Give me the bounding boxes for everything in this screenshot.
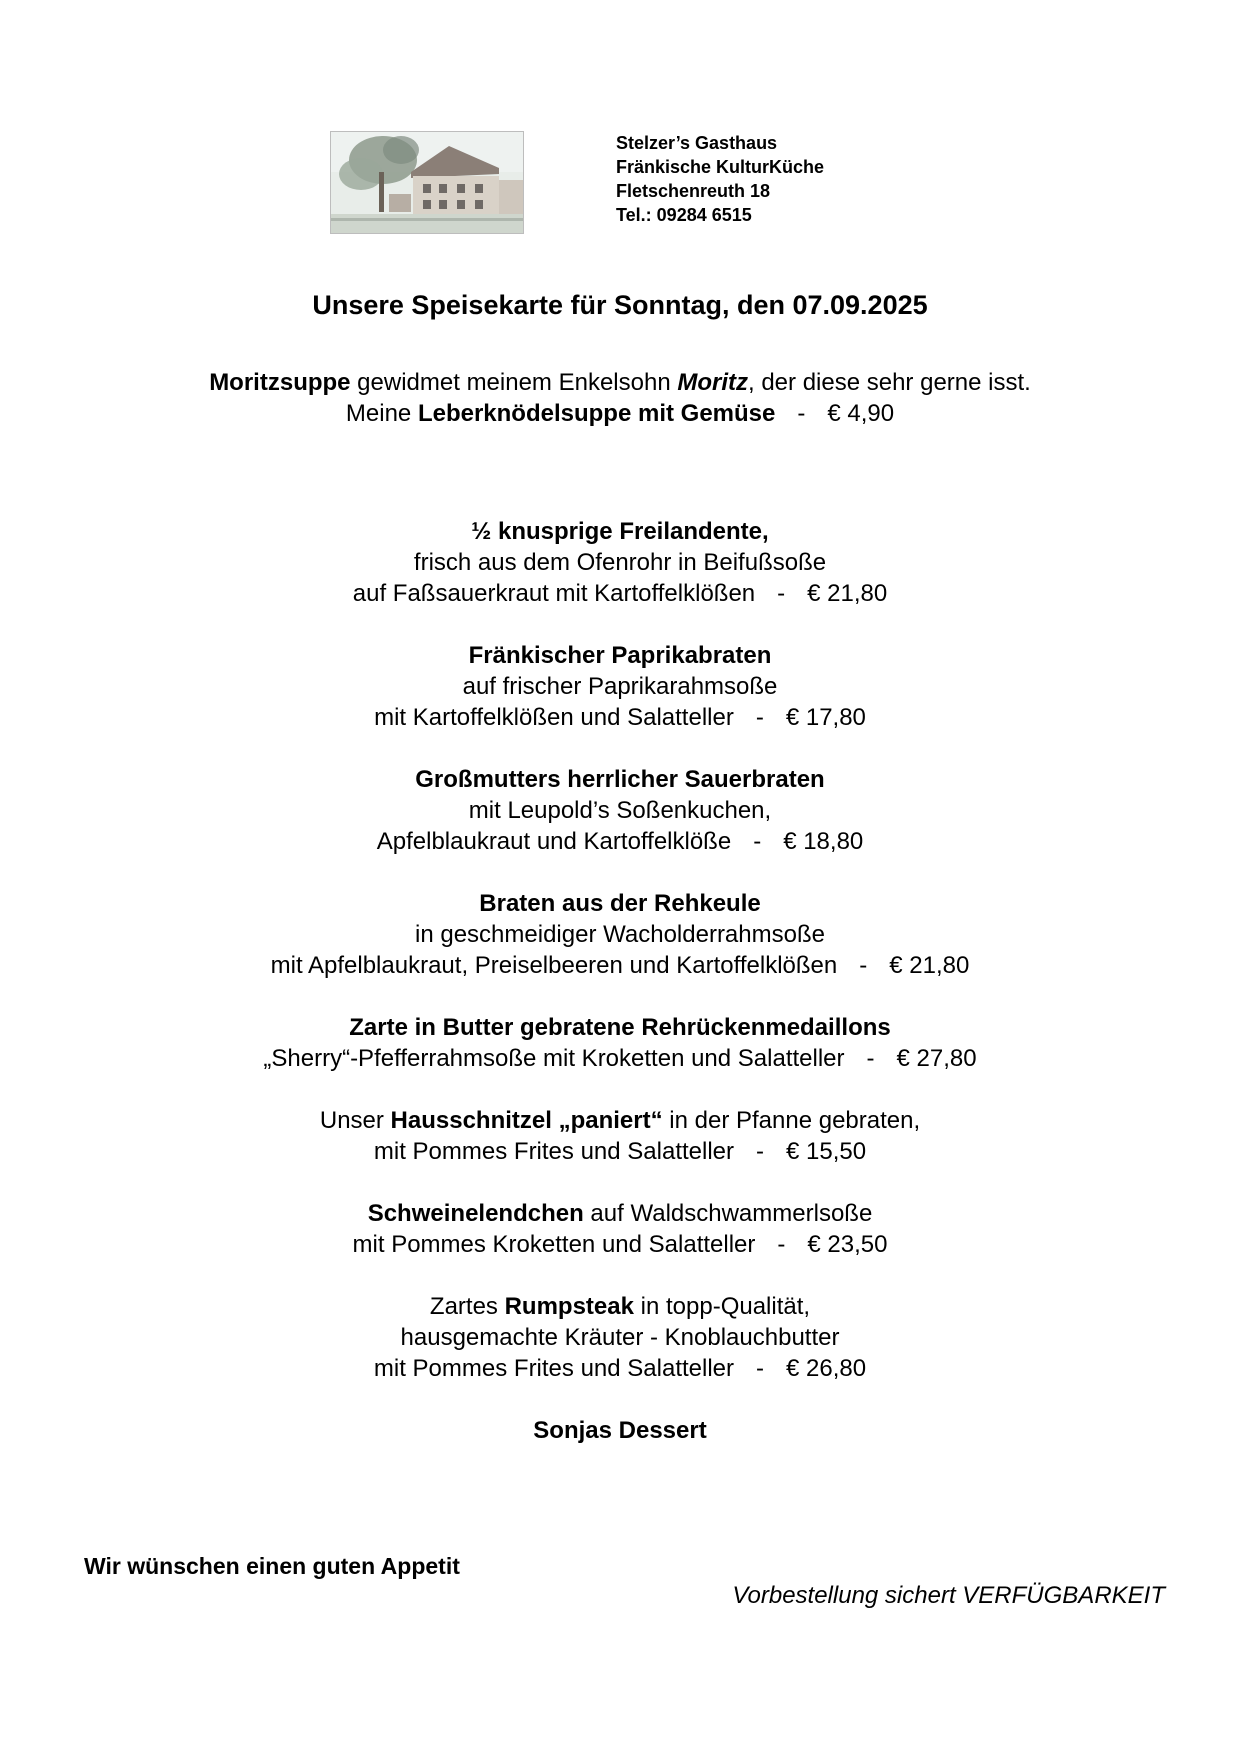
price-separator: - bbox=[777, 1231, 786, 1258]
menu-item-hausschnitzel bbox=[0, 1105, 1240, 1167]
menu-item-price: € 21,80 bbox=[889, 952, 970, 979]
menu-item-price: € 21,80 bbox=[807, 580, 888, 607]
menu-item-text-pre: Zartes bbox=[429, 1293, 505, 1320]
menu-title: Unsere Speisekarte für Sonntag, den 07.09.2025 bbox=[312, 290, 928, 320]
restaurant-logo-image bbox=[330, 131, 524, 234]
soup-line-1 bbox=[0, 367, 1240, 398]
menu-item-title: ½ knusprige Freilandente, bbox=[471, 518, 769, 545]
price-separator: - bbox=[755, 704, 764, 731]
menu-item-text-post: auf Waldschwammerlsoße bbox=[583, 1200, 873, 1227]
menu-item-dessert bbox=[0, 1415, 1240, 1446]
menu-list bbox=[0, 367, 1240, 1477]
restaurant-subtitle: Fränkische KulturKüche bbox=[616, 157, 825, 177]
menu-item-description: in geschmeidiger Wacholderrahmsoße bbox=[415, 921, 825, 948]
menu-item-price: € 18,80 bbox=[783, 828, 864, 855]
price-separator: - bbox=[797, 400, 806, 427]
soup-price: € 4,90 bbox=[827, 400, 895, 427]
menu-item-price: € 17,80 bbox=[785, 704, 866, 731]
menu-item-title: Großmutters herrlicher Sauerbraten bbox=[415, 766, 825, 793]
menu-item-title: Schweinelendchen bbox=[367, 1200, 584, 1227]
soup-name: Moritzsuppe bbox=[209, 369, 351, 396]
menu-item-paprikabraten bbox=[0, 640, 1240, 733]
menu-item-schweinelendchen bbox=[0, 1198, 1240, 1260]
menu-item-sauerbraten bbox=[0, 764, 1240, 857]
menu-item-text-pre: Unser bbox=[319, 1107, 391, 1134]
menu-item-title: Hausschnitzel „paniert“ bbox=[390, 1107, 663, 1134]
menu-item-rehkeule bbox=[0, 888, 1240, 981]
menu-item-title: Fränkischer Paprikabraten bbox=[468, 642, 772, 669]
menu-item-title: Zarte in Butter gebratene Rehrückenmedaillons bbox=[349, 1014, 891, 1041]
menu-item-ente bbox=[0, 516, 1240, 609]
price-separator: - bbox=[866, 1045, 875, 1072]
menu-item-rehrueckenmedaillons bbox=[0, 1012, 1240, 1074]
soup-section bbox=[0, 367, 1240, 429]
footer-greeting: Wir wünschen einen guten Appetit bbox=[84, 1553, 460, 1579]
menu-item-title: Braten aus der Rehkeule bbox=[479, 890, 761, 917]
restaurant-name: Stelzer’s Gasthaus bbox=[616, 133, 778, 153]
menu-item-description: „Sherry“-Pfefferrahmsoße mit Kroketten und Salatteller bbox=[263, 1045, 845, 1072]
soup-dish: Leberknödelsuppe mit Gemüse bbox=[417, 400, 776, 427]
restaurant-address-block bbox=[616, 131, 824, 227]
menu-item-text-post: in topp-Qualität, bbox=[633, 1293, 811, 1320]
soup-dedication-pre: gewidmet meinem Enkelsohn bbox=[350, 369, 678, 396]
price-separator: - bbox=[756, 1355, 765, 1382]
restaurant-street: Fletschenreuth 18 bbox=[616, 181, 771, 201]
menu-item-description: mit Apfelblaukraut, Preiselbeeren und Kartoffelklößen bbox=[270, 952, 838, 979]
menu-item-title: Rumpsteak bbox=[504, 1293, 634, 1320]
footer-reservation-note: Vorbestellung sichert VERFÜGBARKEIT bbox=[732, 1582, 1165, 1609]
menu-item-text-post: in der Pfanne gebraten, bbox=[662, 1107, 921, 1134]
menu-item-rumpsteak bbox=[0, 1291, 1240, 1384]
menu-item-description: hausgemachte Kräuter - Knoblauchbutter bbox=[400, 1324, 840, 1351]
soup-grandson-name: Moritz bbox=[677, 369, 748, 396]
menu-item-price: € 23,50 bbox=[807, 1231, 888, 1258]
menu-item-description: mit Leupold’s Soßenkuchen, bbox=[468, 797, 772, 824]
menu-item-price: € 15,50 bbox=[786, 1138, 867, 1165]
soup-line2-pre: Meine bbox=[345, 400, 418, 427]
menu-item-description: mit Pommes Kroketten und Salatteller bbox=[352, 1231, 756, 1258]
soup-dedication-post: , der diese sehr gerne isst. bbox=[748, 369, 1031, 396]
soup-line-2 bbox=[0, 398, 1240, 429]
menu-item-description: mit Kartoffelklößen und Salatteller bbox=[374, 704, 734, 731]
price-separator: - bbox=[777, 580, 786, 607]
restaurant-phone: Tel.: 09284 6515 bbox=[616, 205, 752, 225]
menu-item-description: mit Pommes Frites und Salatteller bbox=[373, 1355, 735, 1382]
menu-item-description: mit Pommes Frites und Salatteller bbox=[373, 1138, 735, 1165]
menu-item-description: frisch aus dem Ofenrohr in Beifußsoße bbox=[413, 549, 827, 576]
menu-item-description: auf frischer Paprikarahmsoße bbox=[462, 673, 778, 700]
menu-item-price: € 27,80 bbox=[896, 1045, 977, 1072]
price-separator: - bbox=[859, 952, 868, 979]
menu-item-price: € 26,80 bbox=[786, 1355, 867, 1382]
menu-item-description: Apfelblaukraut und Kartoffelklöße bbox=[376, 828, 732, 855]
menu-item-description: auf Faßsauerkraut mit Kartoffelklößen bbox=[352, 580, 756, 607]
price-separator: - bbox=[756, 1138, 765, 1165]
menu-item-title: Sonjas Dessert bbox=[533, 1417, 707, 1444]
price-separator: - bbox=[753, 828, 762, 855]
